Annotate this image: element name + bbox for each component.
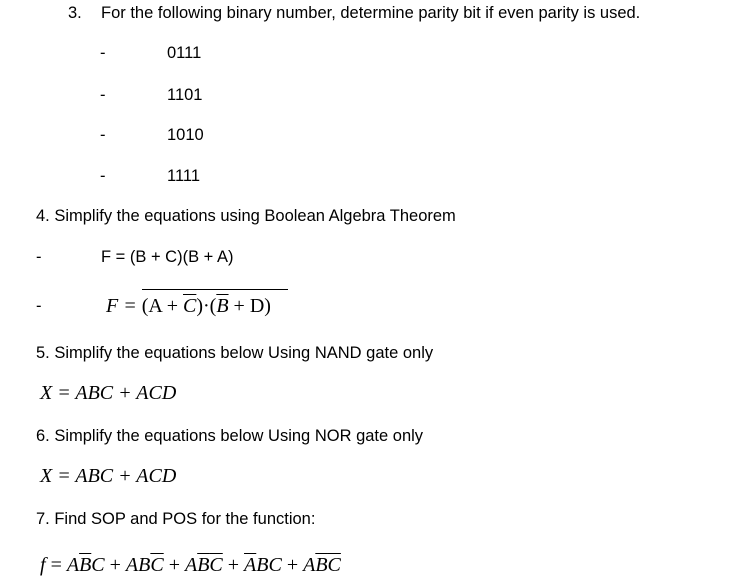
q7-plus-3: + <box>227 554 240 576</box>
q4-question: 4. Simplify the equations using Boolean Algebra Theorem <box>36 207 456 225</box>
q7-term2 <box>126 554 164 576</box>
q7-equals: = <box>50 554 62 576</box>
q7-t3-b-bar: $\overline{B}$ <box>197 554 210 576</box>
q6-equation: X = ABC + ACD <box>40 465 177 487</box>
q4-eq2-c-bar: $\overline{C}$ <box>183 295 197 317</box>
q7-t1-c: C <box>91 554 105 576</box>
q3-dash-3: - <box>100 126 106 144</box>
q4-dash-2: - <box>36 297 42 315</box>
q3-item-4: 1111 <box>167 167 201 185</box>
q7-term5 <box>303 554 341 576</box>
q7-term3 <box>185 554 223 576</box>
q4-eq2-lhs: F = <box>106 295 137 317</box>
q5-equation: X = ABC + ACD <box>40 382 177 404</box>
q7-t2-b: B <box>138 554 151 576</box>
q4-eq2-part1: (A + <box>141 295 183 317</box>
q7-equation <box>40 554 341 577</box>
q7-term4 <box>244 554 282 576</box>
q7-t5-b-bar: $\overline{B}$ <box>315 554 328 576</box>
q6-question: 6. Simplify the equations below Using NOR gate only <box>36 427 424 445</box>
q7-question: 7. Find SOP and POS for the function: <box>36 510 316 528</box>
q7-t3-a: A <box>184 554 198 576</box>
q4-equation-2 <box>106 295 271 318</box>
q4-equation-1: F = (B + C)(B + A) <box>101 248 234 266</box>
q5-question: 5. Simplify the equations below Using NAND gate only <box>36 344 434 362</box>
q7-t4-a-bar: $\overline{A}$ <box>244 554 257 576</box>
q7-t4-c: C <box>268 554 282 576</box>
q4-eq2-b-bar: $\overline{B}$ <box>216 295 229 317</box>
q3-dash-1: - <box>100 44 106 62</box>
q7-t1-a: A <box>66 554 80 576</box>
q3-dash-2: - <box>100 86 106 104</box>
q7-t4-b: B <box>256 554 269 576</box>
q7-t2-a: A <box>125 554 139 576</box>
q7-t3-c-bar: $\overline{C}$ <box>209 554 223 576</box>
q3-item-1: 0111 <box>167 44 202 62</box>
q7-plus-1: + <box>109 554 121 576</box>
q7-t5-a: A <box>303 554 316 576</box>
q7-t1-b-bar: $\overline{B}$ <box>79 554 92 576</box>
q4-eq2-part3: + D) <box>228 295 271 317</box>
q7-plus-2: + <box>168 554 180 576</box>
q4-eq2-overbar <box>142 289 288 290</box>
q7-term1 <box>67 554 105 576</box>
q3-number: 3. <box>68 4 82 22</box>
q3-question: For the following binary number, determine parity bit if even parity is used. <box>101 4 641 22</box>
q3-item-3: 1010 <box>167 126 204 144</box>
q7-t5-c-bar: $\overline{C}$ <box>327 554 341 576</box>
q7-plus-4: + <box>286 554 299 576</box>
q7-t2-c-bar: $\overline{C}$ <box>150 554 164 576</box>
q7-f: f <box>40 554 46 576</box>
q3-dash-4: - <box>100 167 106 185</box>
q3-item-2: 1101 <box>167 86 203 104</box>
q4-eq2-part2: )·( <box>196 295 217 317</box>
q4-dash-1: - <box>36 248 42 266</box>
